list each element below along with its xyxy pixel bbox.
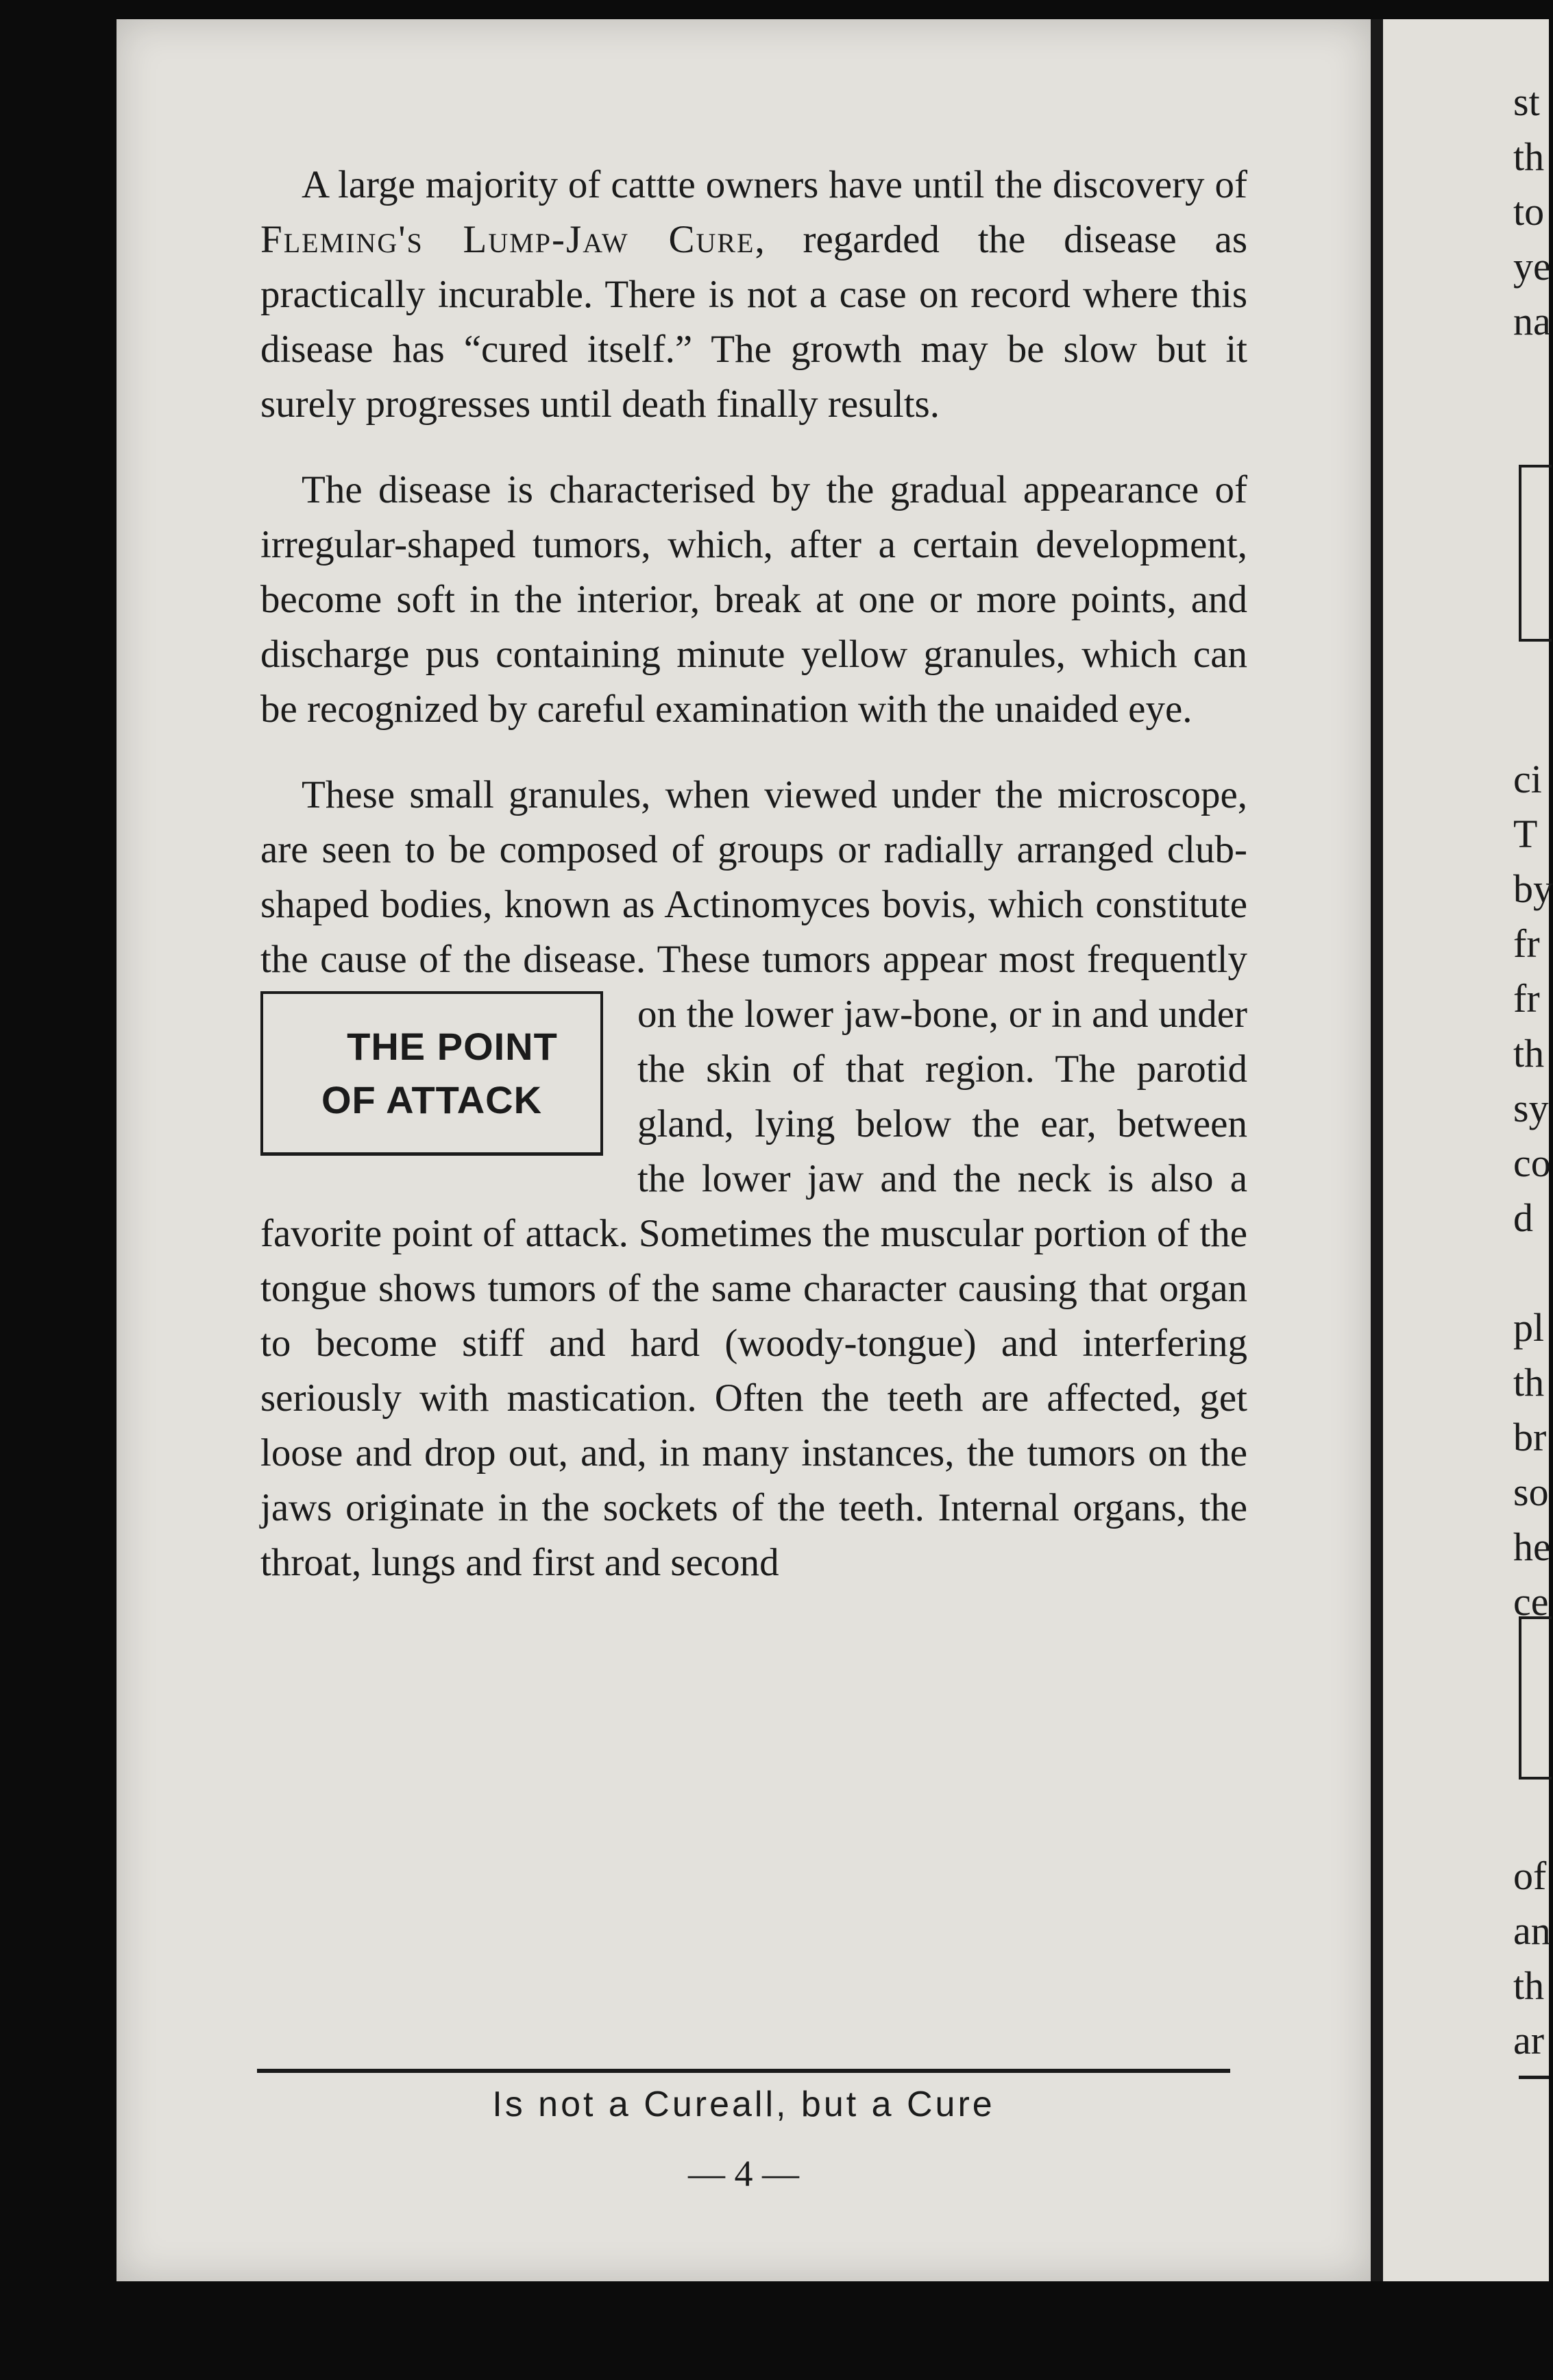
right-page-fragment: to [1513, 189, 1545, 234]
right-page-fragment: th [1513, 1963, 1545, 2008]
right-page-fragment: an [1513, 1908, 1551, 1953]
right-page-fragment: ye [1513, 244, 1551, 289]
page-number: — 4 — [688, 2153, 799, 2194]
product-name: Fleming's Lump-Jaw Cure [260, 218, 755, 261]
callout-line-1: THE POINT [347, 1024, 558, 1068]
point-of-attack-box [260, 991, 603, 1156]
right-page-fragment: na [1513, 299, 1551, 343]
right-page-fragment: th [1513, 1031, 1545, 1076]
right-page-fragment: ci [1513, 757, 1542, 801]
right-page-fragment: fr [1513, 976, 1540, 1021]
tagline: Is not a Cureall, but a Cure [492, 2085, 995, 2124]
right-page-fragment: th [1513, 134, 1545, 179]
right-page [1383, 19, 1553, 2281]
right-page-fragment: of [1513, 1854, 1547, 1898]
right-page-fragment: so [1513, 1470, 1549, 1514]
right-page-fragment: fr [1513, 921, 1540, 966]
right-page-rule [1519, 2076, 1549, 2079]
footer-rule [257, 2069, 1230, 2073]
right-page-fragment: by [1513, 866, 1553, 911]
right-page-fragment: T [1513, 812, 1538, 856]
book-gutter [1371, 19, 1383, 2281]
right-page-fragment: st [1513, 80, 1540, 124]
right-page-fragment: pl [1513, 1305, 1545, 1350]
body-text [260, 158, 1247, 1590]
paragraph-1-rest: , regarded the disease as practically incurable. There is not a case on record where this disease has “cured itself.” The growth may be slow but it surely progresses until death finally results. [260, 218, 1247, 426]
callout-line-2: OF ATTACK [321, 1078, 543, 1121]
right-page-fragment: th [1513, 1360, 1545, 1405]
right-page-fragment: co [1513, 1141, 1551, 1185]
right-page-box-edge [1519, 465, 1552, 642]
right-page-fragment: br [1513, 1415, 1547, 1459]
right-page-box-edge [1519, 1616, 1552, 1780]
right-page-fragment: sy [1513, 1086, 1549, 1130]
right-page-fragment: he [1513, 1525, 1551, 1569]
paragraph-3-part-1: These small granules, when viewed under the microscope, are seen to be composed of groups or radially arranged club-shaped bodies, known as Actinomyces bovis, which constitute the cause of the disease. These tumors appear [260, 773, 1247, 981]
right-page-fragment: ar [1513, 2018, 1545, 2063]
paragraph-2: The disease is characterised by the gradual appearance of irregular-shaped tumors, which, after a certain development, become soft in the interior, break at one or more points, and discharge pus containing minute yellow granules, which can be recognized by careful examination with the unaided eye. [260, 468, 1247, 731]
right-page-fragment: ce [1513, 1579, 1549, 1624]
paragraph-3-part-2: most frequently on the lower jaw-bone, or in and under the skin of that region. The parotid gland, lying below the ear, between the lower jaw and the neck is also a favorite point of attack. Sometimes the muscular portion of the tongue shows tumors of the same character causing that organ to become stiff and hard (woody-tongue) and interfering seriously with mastication. Often the teeth are affected, get loose and drop out, and, in many instances, the tumors on the jaws originate in the sockets of the teeth. Internal organs, the throat, lungs and first and second [260, 938, 1248, 1584]
paragraph-1-lead: A large majority of cattte owners have until the discovery of [302, 163, 1247, 206]
right-page-fragment: d [1513, 1195, 1533, 1240]
paragraph-1 [260, 158, 1247, 432]
paragraph-3 [260, 768, 1247, 1590]
